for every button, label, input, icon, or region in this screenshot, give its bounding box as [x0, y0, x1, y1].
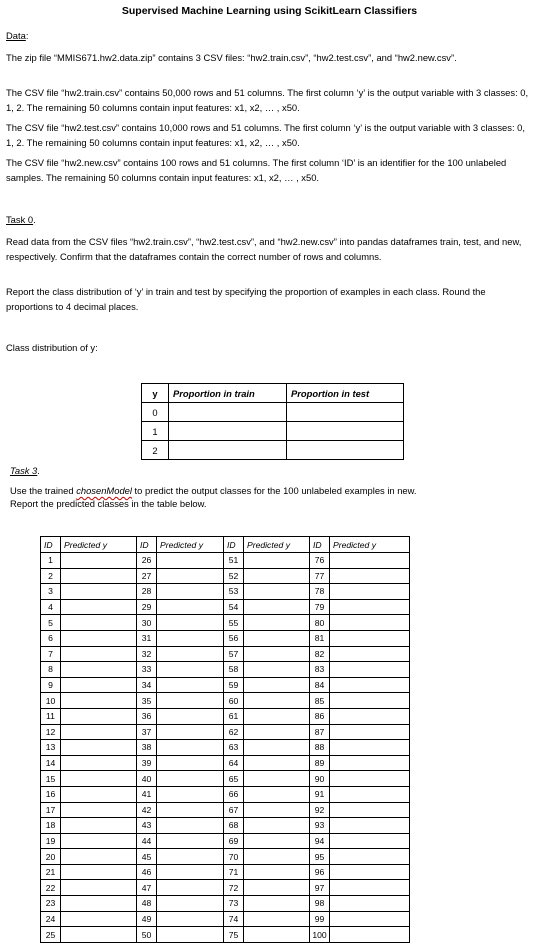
- predicted-y-cell[interactable]: [157, 677, 224, 693]
- id-cell: 53: [224, 584, 244, 600]
- task3-heading: Task 3.: [10, 465, 40, 476]
- id-cell: 41: [137, 786, 157, 802]
- id-cell: 71: [224, 864, 244, 880]
- table-row: [41, 662, 410, 678]
- class-table-row: [142, 422, 404, 441]
- predicted-y-cell[interactable]: [157, 864, 224, 880]
- predicted-y-cell[interactable]: [157, 630, 224, 646]
- id-cell: 42: [137, 802, 157, 818]
- predicted-y-cell[interactable]: [61, 771, 137, 787]
- id-cell: 26: [137, 553, 157, 569]
- id-cell: 20: [41, 849, 61, 865]
- predictions-header-predicted: Predicted y: [157, 537, 224, 553]
- predicted-y-cell[interactable]: [157, 584, 224, 600]
- predicted-y-cell[interactable]: [61, 911, 137, 927]
- id-cell: 86: [310, 708, 330, 724]
- predicted-y-cell[interactable]: [157, 599, 224, 615]
- predicted-y-cell[interactable]: [330, 646, 410, 662]
- predicted-y-cell[interactable]: [330, 864, 410, 880]
- predicted-y-cell[interactable]: [244, 662, 310, 678]
- predicted-y-cell[interactable]: [330, 849, 410, 865]
- data-heading: Data:: [6, 30, 29, 41]
- predicted-y-cell[interactable]: [244, 553, 310, 569]
- predicted-y-cell[interactable]: [244, 584, 310, 600]
- predicted-y-cell[interactable]: [61, 677, 137, 693]
- data-para-2: The CSV file “hw2.train.csv” contains 50,000 rows and 51 columns. The first column ‘y’ is the output variable with 3 classes: 0, 1, 2. The remaining 50 columns contain input features: x1, x2, … , x50.: [6, 87, 529, 113]
- table-row: [41, 911, 410, 927]
- data-para-3: The CSV file “hw2.test.csv” contains 10,000 rows and 51 columns. The first column ‘y’ is the output variable with 3 classes: 0, 1, 2. The remaining 50 columns contain input features: x1, x2, … , x50.: [6, 122, 525, 148]
- id-cell: 59: [224, 677, 244, 693]
- predicted-y-cell[interactable]: [61, 630, 137, 646]
- predicted-y-cell[interactable]: [157, 786, 224, 802]
- predicted-y-cell[interactable]: [157, 802, 224, 818]
- predicted-y-cell[interactable]: [61, 724, 137, 740]
- id-cell: 39: [137, 755, 157, 771]
- table-row: [41, 553, 410, 569]
- predicted-y-cell[interactable]: [330, 599, 410, 615]
- id-cell: 66: [224, 786, 244, 802]
- predicted-y-cell[interactable]: [61, 568, 137, 584]
- class-table-test-cell[interactable]: [287, 422, 404, 441]
- id-cell: 62: [224, 724, 244, 740]
- id-cell: 52: [224, 568, 244, 584]
- id-cell: 44: [137, 833, 157, 849]
- predicted-y-cell[interactable]: [330, 755, 410, 771]
- predictions-header-id: ID: [41, 537, 61, 553]
- id-cell: 93: [310, 818, 330, 834]
- id-cell: 32: [137, 646, 157, 662]
- class-table-train-cell[interactable]: [169, 422, 287, 441]
- predicted-y-cell[interactable]: [61, 662, 137, 678]
- class-table-train-cell[interactable]: [169, 441, 287, 460]
- table-row: [41, 615, 410, 631]
- task0-para-2: Report the class distribution of ‘y’ in train and test by specifying the proportion of examples in each class. Round the proportions to 4 decimal places.: [6, 286, 486, 312]
- table-row: [41, 802, 410, 818]
- id-cell: 70: [224, 849, 244, 865]
- predicted-y-cell[interactable]: [61, 693, 137, 709]
- table-row: [41, 818, 410, 834]
- id-cell: 84: [310, 677, 330, 693]
- predicted-y-cell[interactable]: [157, 693, 224, 709]
- data-heading-text: Data: [6, 30, 26, 41]
- id-cell: 3: [41, 584, 61, 600]
- id-cell: 94: [310, 833, 330, 849]
- predicted-y-cell[interactable]: [244, 818, 310, 834]
- predicted-y-cell[interactable]: [61, 615, 137, 631]
- id-cell: 91: [310, 786, 330, 802]
- predictions-body: [41, 553, 410, 943]
- predicted-y-cell[interactable]: [61, 786, 137, 802]
- id-cell: 60: [224, 693, 244, 709]
- table-row: [41, 896, 410, 912]
- id-cell: 68: [224, 818, 244, 834]
- class-table-test-cell[interactable]: [287, 403, 404, 422]
- id-cell: 92: [310, 802, 330, 818]
- predicted-y-cell[interactable]: [330, 677, 410, 693]
- id-cell: 43: [137, 818, 157, 834]
- id-cell: 10: [41, 693, 61, 709]
- task0-heading: Task 0.: [6, 214, 36, 225]
- predicted-y-cell[interactable]: [61, 818, 137, 834]
- class-table-header-y: y: [142, 384, 169, 403]
- id-cell: 64: [224, 755, 244, 771]
- id-cell: 38: [137, 740, 157, 756]
- id-cell: 80: [310, 615, 330, 631]
- predicted-y-cell[interactable]: [244, 833, 310, 849]
- table-row: [41, 755, 410, 771]
- id-cell: 73: [224, 896, 244, 912]
- predicted-y-cell[interactable]: [157, 568, 224, 584]
- id-cell: 69: [224, 833, 244, 849]
- predicted-y-cell[interactable]: [330, 911, 410, 927]
- id-cell: 83: [310, 662, 330, 678]
- predicted-y-cell[interactable]: [157, 553, 224, 569]
- predictions-header-predicted: Predicted y: [244, 537, 310, 553]
- predicted-y-cell[interactable]: [157, 755, 224, 771]
- id-cell: 2: [41, 568, 61, 584]
- table-row: [41, 740, 410, 756]
- predictions-header-predicted: Predicted y: [61, 537, 137, 553]
- id-cell: 50: [137, 927, 157, 943]
- predicted-y-cell[interactable]: [157, 740, 224, 756]
- id-cell: 58: [224, 662, 244, 678]
- table-row: [41, 693, 410, 709]
- table-row: [41, 880, 410, 896]
- class-table-header-train: Proportion in train: [169, 384, 287, 403]
- id-cell: 49: [137, 911, 157, 927]
- class-table-y-cell: 1: [142, 422, 169, 441]
- id-cell: 88: [310, 740, 330, 756]
- predicted-y-cell[interactable]: [330, 802, 410, 818]
- predicted-y-cell[interactable]: [244, 864, 310, 880]
- predictions-header-row: [41, 537, 410, 553]
- id-cell: 87: [310, 724, 330, 740]
- page-title: Supervised Machine Learning using ScikitLearn Classifiers: [121, 5, 418, 17]
- id-cell: 75: [224, 927, 244, 943]
- task0-heading-text: Task 0: [6, 214, 34, 225]
- data-para-4: The CSV file “hw2.new.csv” contains 100 rows and 51 columns. The first column ‘ID’ is an identifier for the 100 unlabeled samples. The remaining 50 columns contain input features: x1, x2, … , x50.: [6, 157, 507, 183]
- predicted-y-cell[interactable]: [244, 896, 310, 912]
- predicted-y-cell[interactable]: [157, 927, 224, 943]
- id-cell: 34: [137, 677, 157, 693]
- id-cell: 23: [41, 896, 61, 912]
- id-cell: 27: [137, 568, 157, 584]
- predicted-y-cell[interactable]: [157, 880, 224, 896]
- class-distribution-table: [141, 383, 404, 460]
- predicted-y-cell[interactable]: [157, 911, 224, 927]
- id-cell: 8: [41, 662, 61, 678]
- id-cell: 17: [41, 802, 61, 818]
- predicted-y-cell[interactable]: [244, 927, 310, 943]
- task3-line-2: Report the predicted classes in the table below.: [10, 498, 207, 509]
- id-cell: 95: [310, 849, 330, 865]
- predicted-y-cell[interactable]: [244, 911, 310, 927]
- predicted-y-cell[interactable]: [157, 849, 224, 865]
- predictions-header-id: ID: [224, 537, 244, 553]
- predicted-y-cell[interactable]: [330, 786, 410, 802]
- id-cell: 46: [137, 864, 157, 880]
- table-row: [41, 568, 410, 584]
- id-cell: 1: [41, 553, 61, 569]
- predicted-y-cell[interactable]: [157, 818, 224, 834]
- id-cell: 21: [41, 864, 61, 880]
- class-distribution-label: Class distribution of y:: [6, 342, 98, 353]
- id-cell: 35: [137, 693, 157, 709]
- predicted-y-cell[interactable]: [330, 630, 410, 646]
- id-cell: 6: [41, 630, 61, 646]
- table-row: [41, 708, 410, 724]
- class-table-train-cell[interactable]: [169, 403, 287, 422]
- predicted-y-cell[interactable]: [157, 662, 224, 678]
- class-table-header-row: [142, 384, 404, 403]
- table-row: [41, 849, 410, 865]
- predictions-header-id: ID: [137, 537, 157, 553]
- task3-line-1-pre: Use the trained: [10, 485, 77, 496]
- predicted-y-cell[interactable]: [244, 786, 310, 802]
- predicted-y-cell[interactable]: [157, 615, 224, 631]
- predicted-y-cell[interactable]: [244, 677, 310, 693]
- predicted-y-cell[interactable]: [244, 693, 310, 709]
- predicted-y-cell[interactable]: [61, 896, 137, 912]
- id-cell: 98: [310, 896, 330, 912]
- predictions-header-id: ID: [310, 537, 330, 553]
- id-cell: 100: [310, 927, 330, 943]
- data-para-1: The zip file “MMIS671.hw2.data.zip” contains 3 CSV files: “hw2.train.csv”, “hw2.test.csv”, and “hw2.new.csv”.: [6, 52, 457, 63]
- predicted-y-cell[interactable]: [61, 802, 137, 818]
- class-table-row: [142, 441, 404, 460]
- predicted-y-cell[interactable]: [244, 615, 310, 631]
- id-cell: 81: [310, 630, 330, 646]
- predicted-y-cell[interactable]: [330, 833, 410, 849]
- predicted-y-cell[interactable]: [157, 771, 224, 787]
- table-row: [41, 584, 410, 600]
- predicted-y-cell[interactable]: [244, 740, 310, 756]
- class-table-test-cell[interactable]: [287, 441, 404, 460]
- predicted-y-cell[interactable]: [244, 755, 310, 771]
- predicted-y-cell[interactable]: [244, 599, 310, 615]
- id-cell: 13: [41, 740, 61, 756]
- predicted-y-cell[interactable]: [244, 880, 310, 896]
- predicted-y-cell[interactable]: [330, 662, 410, 678]
- predicted-y-cell[interactable]: [157, 896, 224, 912]
- predicted-y-cell[interactable]: [244, 708, 310, 724]
- table-row: [41, 927, 410, 943]
- id-cell: 72: [224, 880, 244, 896]
- id-cell: 30: [137, 615, 157, 631]
- id-cell: 51: [224, 553, 244, 569]
- predicted-y-cell[interactable]: [157, 646, 224, 662]
- id-cell: 55: [224, 615, 244, 631]
- predicted-y-cell[interactable]: [61, 553, 137, 569]
- id-cell: 12: [41, 724, 61, 740]
- id-cell: 25: [41, 927, 61, 943]
- task0-para-1: Read data from the CSV files “hw2.train.csv”, “hw2.test.csv”, and “hw2.new.csv” into pandas dataframes train, test, and new, respectively. Confirm that the dataframes contain the correct number of rows and columns.: [6, 236, 522, 262]
- predicted-y-cell[interactable]: [330, 615, 410, 631]
- id-cell: 56: [224, 630, 244, 646]
- table-row: [41, 630, 410, 646]
- class-table-header-test: Proportion in test: [287, 384, 404, 403]
- task3-line-1: [10, 485, 530, 496]
- id-cell: 7: [41, 646, 61, 662]
- id-cell: 76: [310, 553, 330, 569]
- predicted-y-cell[interactable]: [61, 833, 137, 849]
- id-cell: 74: [224, 911, 244, 927]
- id-cell: 4: [41, 599, 61, 615]
- predicted-y-cell[interactable]: [157, 708, 224, 724]
- predicted-y-cell[interactable]: [244, 849, 310, 865]
- id-cell: 77: [310, 568, 330, 584]
- predicted-y-cell[interactable]: [330, 568, 410, 584]
- id-cell: 65: [224, 771, 244, 787]
- id-cell: 48: [137, 896, 157, 912]
- predicted-y-cell[interactable]: [330, 818, 410, 834]
- predicted-y-cell[interactable]: [330, 708, 410, 724]
- id-cell: 28: [137, 584, 157, 600]
- predicted-y-cell[interactable]: [244, 724, 310, 740]
- id-cell: 67: [224, 802, 244, 818]
- task3-heading-text: Task 3: [10, 465, 38, 476]
- predicted-y-cell[interactable]: [244, 802, 310, 818]
- id-cell: 97: [310, 880, 330, 896]
- id-cell: 47: [137, 880, 157, 896]
- predicted-y-cell[interactable]: [330, 927, 410, 943]
- predicted-y-cell[interactable]: [330, 584, 410, 600]
- id-cell: 79: [310, 599, 330, 615]
- predicted-y-cell[interactable]: [244, 568, 310, 584]
- predicted-y-cell[interactable]: [244, 630, 310, 646]
- id-cell: 16: [41, 786, 61, 802]
- predicted-y-cell[interactable]: [61, 880, 137, 896]
- id-cell: 99: [310, 911, 330, 927]
- table-row: [41, 786, 410, 802]
- table-row: [41, 771, 410, 787]
- predicted-y-cell[interactable]: [157, 724, 224, 740]
- id-cell: 90: [310, 771, 330, 787]
- predicted-y-cell[interactable]: [330, 740, 410, 756]
- task3-line-1-post: to predict the output classes for the 100 unlabeled examples in new.: [131, 485, 417, 496]
- predicted-y-cell[interactable]: [61, 864, 137, 880]
- table-row: [41, 724, 410, 740]
- predicted-y-cell[interactable]: [330, 724, 410, 740]
- class-table-y-cell: 0: [142, 403, 169, 422]
- id-cell: 19: [41, 833, 61, 849]
- predicted-y-cell[interactable]: [61, 584, 137, 600]
- predictions-table: [40, 536, 410, 943]
- table-row: [41, 677, 410, 693]
- predicted-y-cell[interactable]: [330, 771, 410, 787]
- id-cell: 33: [137, 662, 157, 678]
- predicted-y-cell[interactable]: [244, 646, 310, 662]
- predicted-y-cell[interactable]: [61, 740, 137, 756]
- predicted-y-cell[interactable]: [157, 833, 224, 849]
- id-cell: 57: [224, 646, 244, 662]
- table-row: [41, 599, 410, 615]
- predicted-y-cell[interactable]: [61, 708, 137, 724]
- id-cell: 85: [310, 693, 330, 709]
- predicted-y-cell[interactable]: [330, 880, 410, 896]
- id-cell: 15: [41, 771, 61, 787]
- predicted-y-cell[interactable]: [61, 599, 137, 615]
- id-cell: 37: [137, 724, 157, 740]
- predicted-y-cell[interactable]: [61, 927, 137, 943]
- id-cell: 61: [224, 708, 244, 724]
- id-cell: 11: [41, 708, 61, 724]
- id-cell: 5: [41, 615, 61, 631]
- table-row: [41, 864, 410, 880]
- predicted-y-cell[interactable]: [61, 646, 137, 662]
- id-cell: 45: [137, 849, 157, 865]
- id-cell: 82: [310, 646, 330, 662]
- predicted-y-cell[interactable]: [330, 896, 410, 912]
- predicted-y-cell[interactable]: [330, 693, 410, 709]
- predicted-y-cell[interactable]: [61, 849, 137, 865]
- id-cell: 96: [310, 864, 330, 880]
- id-cell: 40: [137, 771, 157, 787]
- id-cell: 89: [310, 755, 330, 771]
- id-cell: 29: [137, 599, 157, 615]
- predicted-y-cell[interactable]: [244, 771, 310, 787]
- predicted-y-cell[interactable]: [330, 553, 410, 569]
- id-cell: 14: [41, 755, 61, 771]
- table-row: [41, 646, 410, 662]
- id-cell: 54: [224, 599, 244, 615]
- predictions-header-predicted: Predicted y: [330, 537, 410, 553]
- table-row: [41, 833, 410, 849]
- predicted-y-cell[interactable]: [61, 755, 137, 771]
- id-cell: 24: [41, 911, 61, 927]
- id-cell: 78: [310, 584, 330, 600]
- id-cell: 63: [224, 740, 244, 756]
- id-cell: 18: [41, 818, 61, 834]
- id-cell: 22: [41, 880, 61, 896]
- id-cell: 31: [137, 630, 157, 646]
- id-cell: 9: [41, 677, 61, 693]
- chosen-model-term: chosenModel: [76, 485, 132, 496]
- class-table-row: [142, 403, 404, 422]
- id-cell: 36: [137, 708, 157, 724]
- class-table-y-cell: 2: [142, 441, 169, 460]
